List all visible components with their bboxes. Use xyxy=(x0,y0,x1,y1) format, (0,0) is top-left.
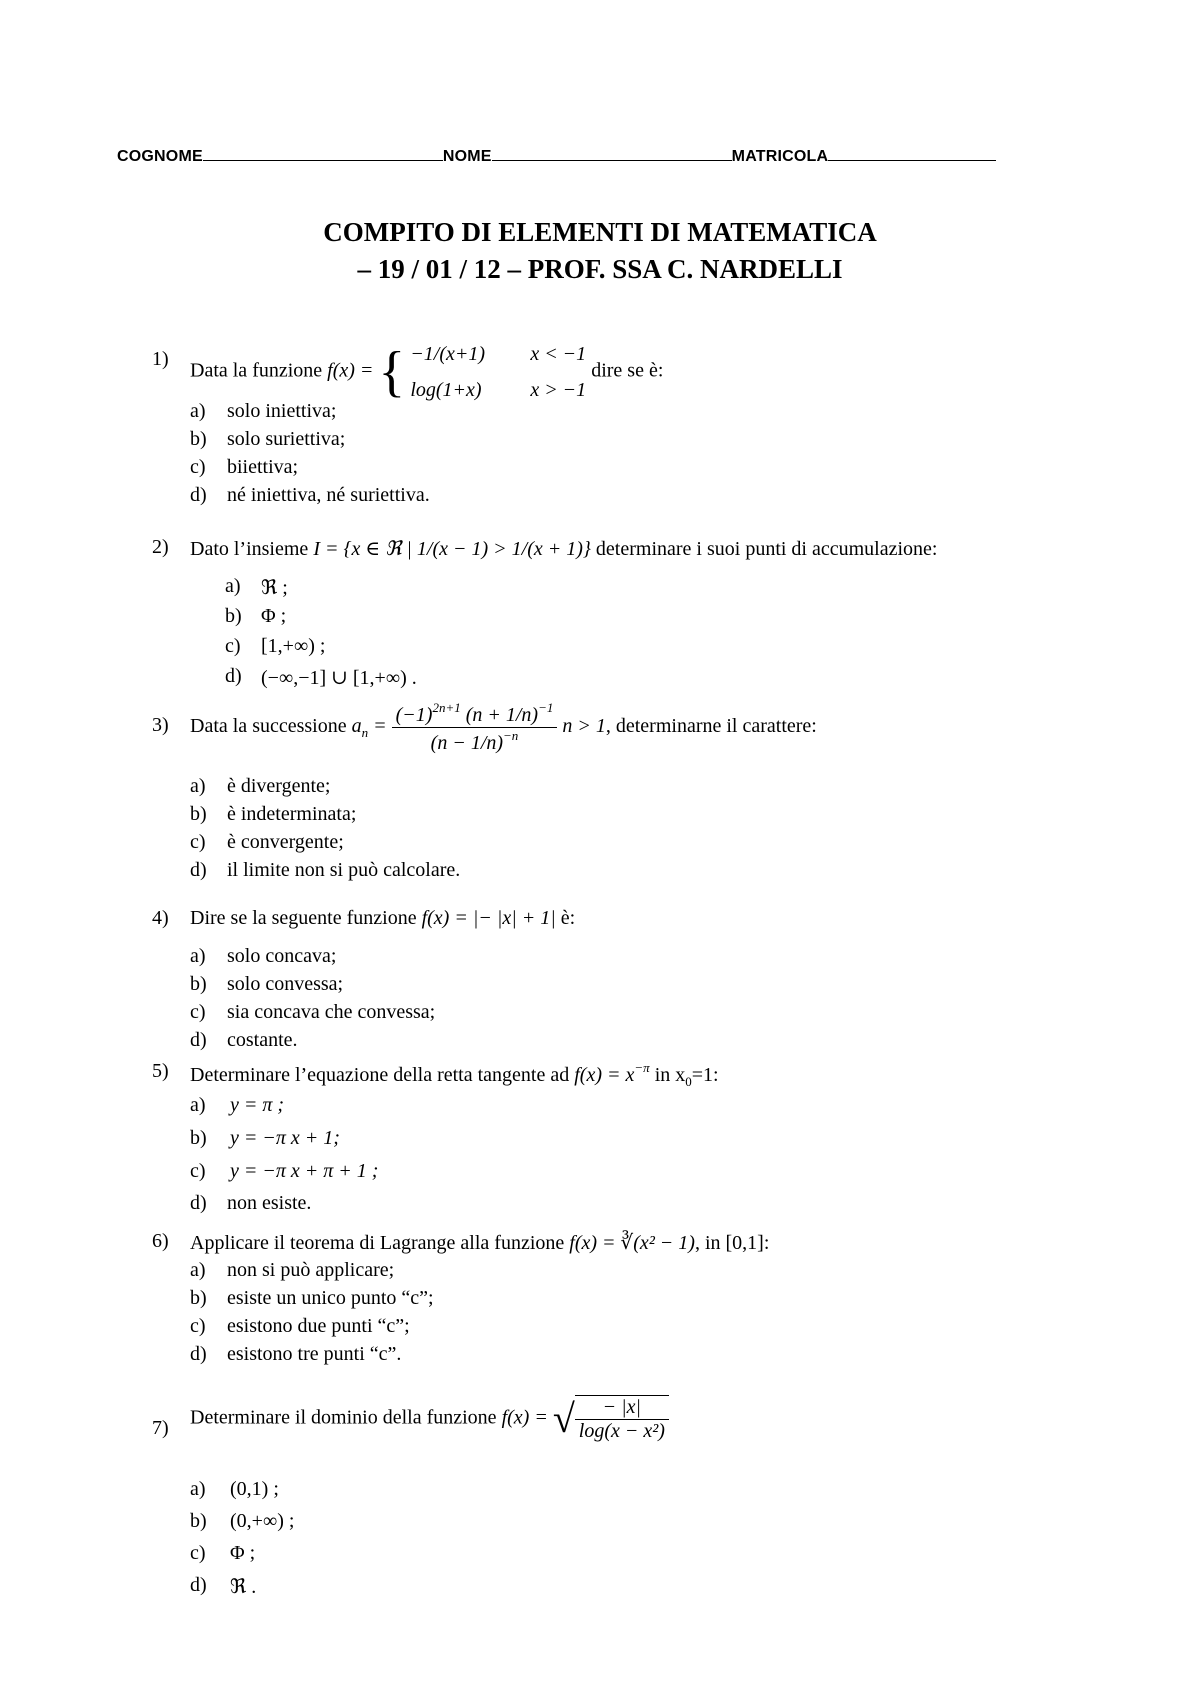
question-post: è: xyxy=(560,907,576,929)
option-text: sia concava che convessa; xyxy=(227,1001,436,1023)
option-text: (−∞,−1] ∪ [1,+∞) . xyxy=(261,667,417,689)
piecewise-cases xyxy=(410,336,586,408)
question-pre: Determinare il dominio della funzione xyxy=(190,1406,497,1429)
left-brace: { xyxy=(378,341,406,403)
function-formula: f(x) = |− |x| + 1| xyxy=(421,907,556,929)
exam-title-line1: COMPITO DI ELEMENTI DI MATEMATICA xyxy=(323,217,877,247)
option-text: ℜ ; xyxy=(261,577,288,599)
sequence-lhs: $a_n$ = xyxy=(351,715,387,741)
option-text: solo iniettiva; xyxy=(227,400,337,422)
option-label: c) xyxy=(225,635,241,657)
question-number: 5) xyxy=(152,1060,169,1082)
question-text xyxy=(190,1395,669,1443)
question-number: 3) xyxy=(152,714,169,736)
option-text: [1,+∞) ; xyxy=(261,635,326,657)
matricola-line xyxy=(828,146,996,161)
option-text: non si può applicare; xyxy=(227,1259,395,1281)
option-text: esistono tre punti “c”. xyxy=(227,1343,402,1365)
option-label: b) xyxy=(190,1127,207,1149)
option-text: il limite non si può calcolare. xyxy=(227,859,461,881)
option-label: c) xyxy=(190,1001,206,1023)
option-label: d) xyxy=(190,484,207,506)
fraction-denominator: log(x − x²) xyxy=(578,1420,665,1442)
option-text: solo suriettiva; xyxy=(227,428,346,450)
option-label: c) xyxy=(190,1542,206,1564)
option-label: c) xyxy=(190,1160,206,1182)
question-number: 4) xyxy=(152,907,169,929)
question-text xyxy=(190,1230,769,1255)
option-text: è divergente; xyxy=(227,775,331,797)
question-pre: Data la funzione xyxy=(190,359,323,382)
option-label: d) xyxy=(190,1029,207,1051)
case2-expr: log(1+x) xyxy=(410,379,482,401)
option-text: y = π ; xyxy=(230,1094,285,1116)
question-post: determinare i suoi punti di accumulazione: xyxy=(595,538,938,560)
question-text xyxy=(190,907,575,930)
option-label: b) xyxy=(190,803,207,825)
option-label: d) xyxy=(190,1192,207,1214)
option-text: non esiste. xyxy=(227,1192,312,1214)
fraction-numerator: − |x| xyxy=(575,1396,669,1420)
question-post: dire se è: xyxy=(591,359,664,382)
option-text: y = −π x + π + 1 ; xyxy=(230,1160,379,1182)
option-label: d) xyxy=(190,859,207,881)
fraction-denominator: $(n - 1/n)^{-n}$ xyxy=(430,728,519,754)
option-text: (0,1) ; xyxy=(230,1478,279,1500)
option-label: b) xyxy=(190,973,207,995)
question-text xyxy=(190,700,817,755)
option-text: solo concava; xyxy=(227,945,337,967)
option-label: a) xyxy=(190,1478,206,1500)
option-text: solo convessa; xyxy=(227,973,344,995)
sqrt-sign: √ xyxy=(552,1396,575,1441)
option-label: c) xyxy=(190,1315,206,1337)
option-label: a) xyxy=(190,775,206,797)
option-label: b) xyxy=(190,428,207,450)
option-label: a) xyxy=(190,1259,206,1281)
option-label: c) xyxy=(190,831,206,853)
sequence-fraction xyxy=(392,700,558,755)
question-number: 6) xyxy=(152,1230,169,1252)
option-text: esiste un unico punto “c”; xyxy=(227,1287,434,1309)
student-header xyxy=(117,146,1077,166)
option-text: biiettiva; xyxy=(227,456,299,478)
option-text: né iniettiva, né suriettiva. xyxy=(227,484,430,506)
case1-expr: −1/(x+1) xyxy=(410,343,486,365)
option-label: a) xyxy=(190,400,206,422)
question-pre: Dire se la seguente funzione xyxy=(190,907,417,929)
question-pre: Dato l’insieme xyxy=(190,538,309,560)
question-post: , determinarne il carattere: xyxy=(605,715,817,738)
option-label: b) xyxy=(190,1287,207,1309)
case2-cond: x > −1 xyxy=(530,379,587,401)
nome-line xyxy=(492,146,732,161)
case1-cond: x < −1 xyxy=(530,343,587,365)
matricola-label: MATRICOLA xyxy=(731,148,829,165)
cognome-line xyxy=(203,146,443,161)
option-text: è convergente; xyxy=(227,831,344,853)
question-post: , in [0,1]: xyxy=(694,1232,770,1254)
option-text: Φ ; xyxy=(230,1542,256,1564)
question-pre: Determinare l’equazione della retta tangente ad xyxy=(190,1064,570,1086)
question-text xyxy=(190,536,937,561)
set-formula: I = {x ∈ ℜ | 1/(x − 1) > 1/(x + 1)} xyxy=(313,538,591,560)
option-text: è indeterminata; xyxy=(227,803,357,825)
exam-title-line2: – 19 / 01 / 12 – PROF. SSA C. NARDELLI xyxy=(357,254,843,284)
formula-lhs: f(x) = xyxy=(327,359,374,382)
question-text xyxy=(190,336,663,408)
sequence-condition: n > 1 xyxy=(562,715,606,738)
question-number: 2) xyxy=(152,536,169,558)
option-text: y = −π x + 1; xyxy=(230,1127,340,1149)
option-label: a) xyxy=(225,575,241,597)
option-label: b) xyxy=(190,1510,207,1532)
option-label: d) xyxy=(190,1574,207,1596)
function-lhs: f(x) = xyxy=(501,1406,548,1429)
question-pre: Data la successione xyxy=(190,715,347,738)
option-label: b) xyxy=(225,605,242,627)
option-label: d) xyxy=(190,1343,207,1365)
option-text: esistono due punti “c”; xyxy=(227,1315,410,1337)
question-number: 7) xyxy=(152,1417,169,1439)
nome-label: NOME xyxy=(442,148,492,165)
option-label: d) xyxy=(225,665,242,687)
question-number: 1) xyxy=(152,348,169,370)
question-text xyxy=(190,1060,719,1090)
option-text: costante. xyxy=(227,1029,298,1051)
domain-fraction xyxy=(575,1395,669,1443)
function-formula: f(x) = ∛(x² − 1) xyxy=(569,1232,695,1254)
option-label: c) xyxy=(190,456,206,478)
option-text: Φ ; xyxy=(261,605,287,627)
option-text: ℜ . xyxy=(230,1576,257,1598)
question-pre: Applicare il teorema di Lagrange alla funzione xyxy=(190,1232,565,1254)
option-text: (0,+∞) ; xyxy=(230,1510,295,1532)
cognome-label: COGNOME xyxy=(117,148,203,165)
point-condition: in $x_0=1$: xyxy=(654,1064,719,1089)
option-label: a) xyxy=(190,945,206,967)
option-label: a) xyxy=(190,1094,206,1116)
fraction-numerator: $(-1)^{2n+1}$ $(n + 1/n)^{-1}$ xyxy=(392,700,558,728)
function-formula: $f(x) = x^{-\pi}$ xyxy=(574,1060,650,1086)
